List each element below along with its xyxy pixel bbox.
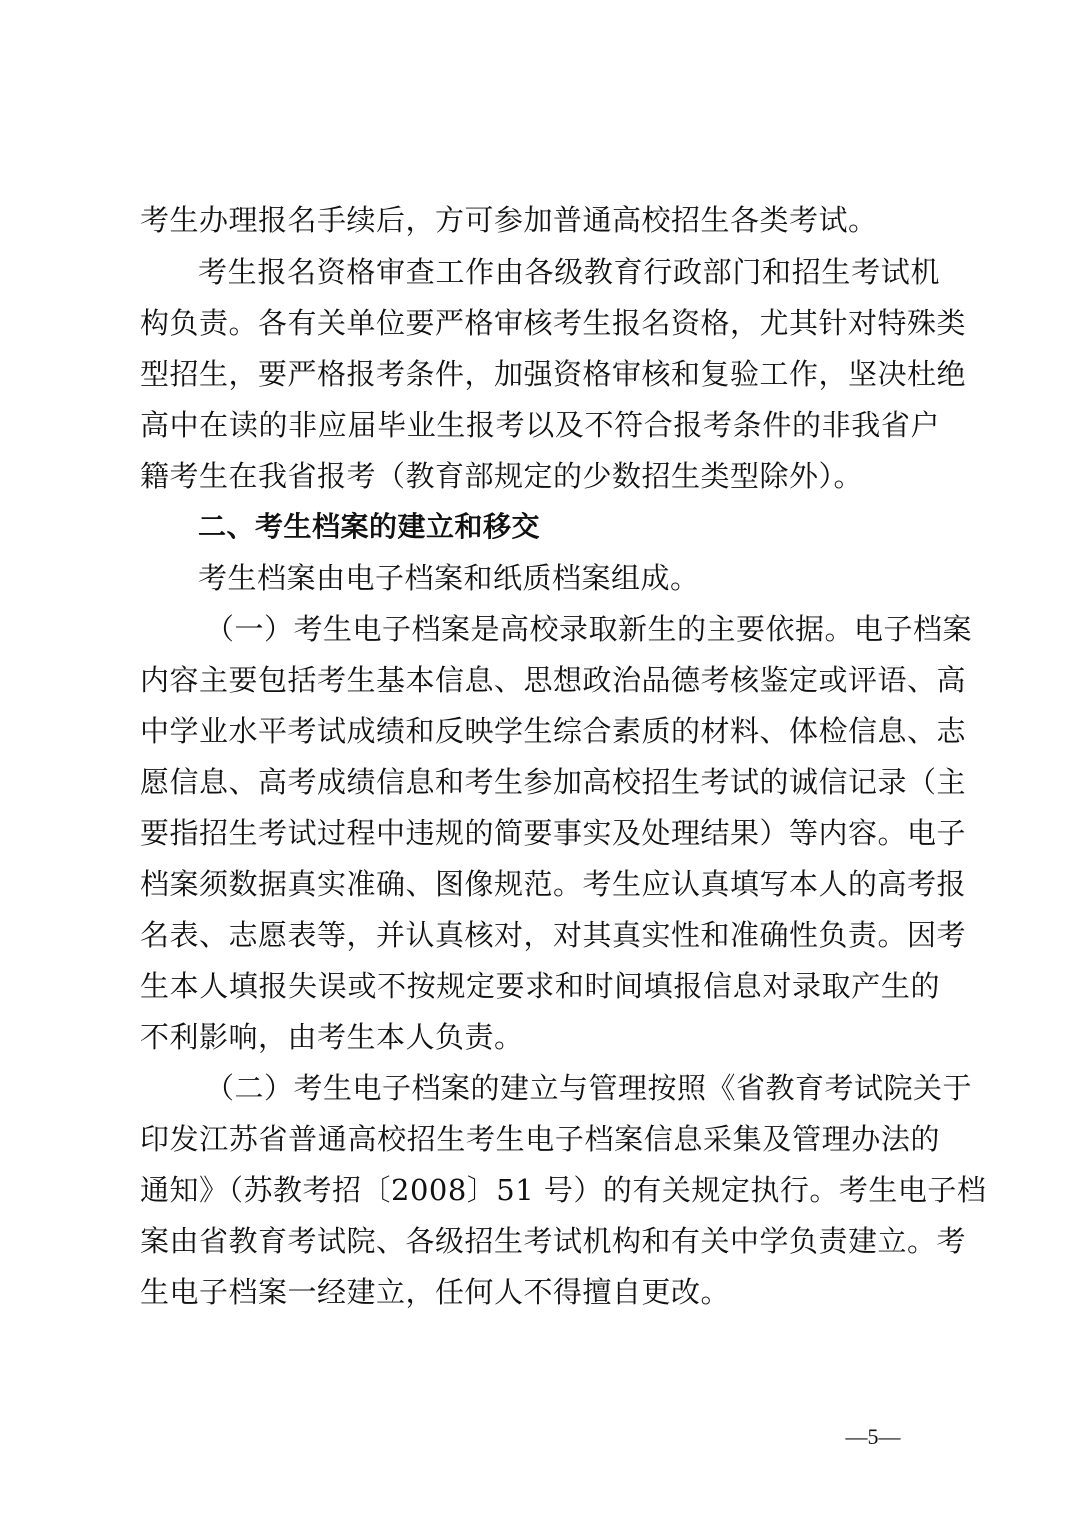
text-line: 通知》（苏教考招〔2008〕51 号）的有关规定执行。考生电子档 — [140, 1173, 987, 1207]
text-line: 要指招生考试过程中违规的简要事实及处理结果）等内容。电子 — [140, 816, 967, 850]
text-line: 籍考生在我省报考（教育部规定的少数招生类型除外）。 — [140, 459, 864, 493]
text-line: 高中在读的非应届毕业生报考以及不符合报考条件的非我省户 — [140, 408, 940, 442]
text-line: 生电子档案一经建立，任何人不得擅自更改。 — [140, 1275, 731, 1309]
text-line: 考生办理报名手续后，方可参加普通高校招生各类考试。 — [140, 203, 878, 237]
section-heading: 二、考生档案的建立和移交 — [198, 510, 541, 543]
paragraph-first-line: （二）考生电子档案的建立与管理按照《省教育考试院关于 — [205, 1071, 973, 1105]
paragraph-first-line: 考生报名资格审查工作由各级教育行政部门和招生考试机 — [198, 255, 940, 289]
text-line: 型招生，要严格报考条件，加强资格审核和复验工作，坚决杜绝 — [140, 357, 967, 391]
paragraph-first-line: 考生档案由电子档案和纸质档案组成。 — [198, 561, 700, 595]
text-line: 不利影响，由考生本人负责。 — [140, 1020, 524, 1054]
text-line: 印发江苏省普通高校招生考生电子档案信息采集及管理办法的 — [140, 1122, 940, 1156]
text-line: 构负责。各有关单位要严格审核考生报名资格，尤其针对特殊类 — [140, 306, 967, 340]
text-line: 生本人填报失误或不按规定要求和时间填报信息对录取产生的 — [140, 969, 940, 1003]
text-line: 内容主要包括考生基本信息、思想政治品德考核鉴定或评语、高 — [140, 663, 967, 697]
text-line: 档案须数据真实准确、图像规范。考生应认真填写本人的高考报 — [140, 867, 967, 901]
text-line: 名表、志愿表等，并认真核对，对其真实性和准确性负责。因考 — [140, 918, 967, 952]
paragraph-first-line: （一）考生电子档案是高校录取新生的主要依据。电子档案 — [205, 612, 973, 646]
page-number: —5— — [845, 1424, 901, 1449]
text-line: 中学业水平考试成绩和反映学生综合素质的材料、体检信息、志 — [140, 714, 967, 748]
text-line: 愿信息、高考成绩信息和考生参加高校招生考试的诚信记录（主 — [140, 765, 967, 799]
text-line: 案由省教育考试院、各级招生考试机构和有关中学负责建立。考 — [140, 1224, 967, 1258]
